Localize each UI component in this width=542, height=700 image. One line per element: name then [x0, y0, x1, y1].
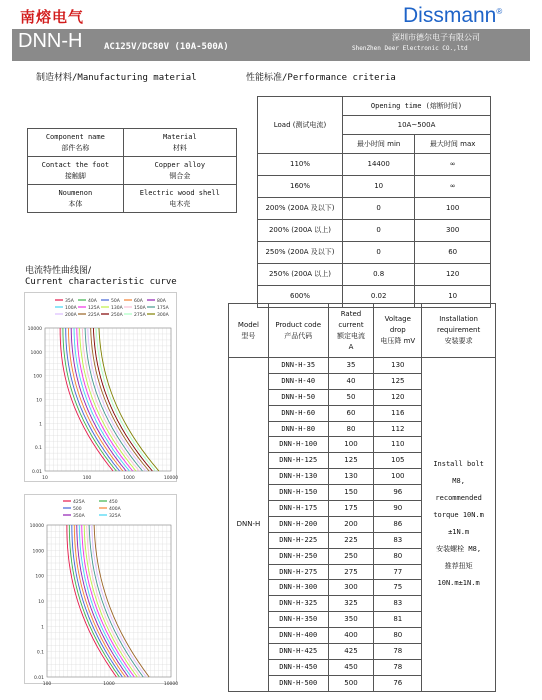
rated-current-cell: 225 [328, 532, 374, 548]
legend-label: 425A [73, 500, 85, 505]
performance-table [257, 96, 491, 308]
voltage-drop-cell: 78 [374, 644, 422, 660]
product-code-cell: DNN-H-400 [268, 628, 328, 644]
voltage-drop-cell: 83 [374, 596, 422, 612]
x-tick-label: 10000 [163, 682, 178, 685]
legend-label: 200A [65, 313, 77, 318]
voltage-drop-cell: 96 [374, 485, 422, 501]
voltage-drop-cell: 120 [374, 389, 422, 405]
product-code-header: Product code 产品代码 [268, 304, 328, 358]
voltage-drop-cell: 75 [374, 580, 422, 596]
legend-label: 130A [111, 306, 123, 311]
product-code-cell: DNN-H-80 [268, 421, 328, 437]
product-code-cell: DNN-H-60 [268, 405, 328, 421]
characteristic-chart-2 [24, 494, 177, 684]
material-cell: Copper alloy 铜合金 [123, 157, 236, 185]
product-code-cell: DNN-H-130 [268, 469, 328, 485]
legend-label: 325A [109, 514, 121, 519]
rated-current-cell: 425 [328, 644, 374, 660]
y-tick-label: 100 [35, 574, 44, 580]
electrical-table [228, 303, 496, 692]
legend-label: 225A [88, 313, 100, 318]
rated-current-cell: 350 [328, 612, 374, 628]
voltage-drop-cell: 78 [374, 659, 422, 675]
material-section-title: 制造材料/Manufacturing material [36, 73, 197, 83]
product-code-cell: DNN-H-325 [268, 596, 328, 612]
rated-current-cell: 275 [328, 564, 374, 580]
legend-label: 300A [157, 313, 169, 318]
y-tick-label: 1 [39, 422, 42, 428]
voltage-drop-cell: 77 [374, 564, 422, 580]
table-row: 250% (200A 以上) 0.8 120 [258, 264, 491, 286]
rated-current-cell: 325 [328, 596, 374, 612]
legend-label: 275A [134, 313, 146, 318]
voltage-drop-cell: 110 [374, 437, 422, 453]
legend-label: 80A [157, 299, 166, 304]
voltage-drop-header: Voltage drop 电压降 mV [374, 304, 422, 358]
rated-current-header: Rated current 额定电流 A [328, 304, 374, 358]
range-header: 10A~500A [343, 116, 491, 135]
brand-logo [403, 4, 502, 28]
rated-current-cell: 150 [328, 485, 374, 501]
rated-current-cell: 130 [328, 469, 374, 485]
legend-label: 350A [73, 514, 85, 519]
curve-title-en: Current characteristic curve [25, 277, 177, 287]
product-code-cell: DNN-H-150 [268, 485, 328, 501]
product-code-cell: DNN-H-250 [268, 548, 328, 564]
rated-current-cell: 35 [328, 358, 374, 374]
material-cell: Contact the foot 接触脚 [28, 157, 124, 185]
legend-label: 500 [73, 507, 82, 512]
installation-line: ±1N.m [448, 528, 470, 537]
x-tick-label: 100 [42, 682, 52, 685]
legend-label: 450 [109, 500, 118, 505]
voltage-drop-cell: 86 [374, 516, 422, 532]
voltage-drop-cell: 80 [374, 548, 422, 564]
legend-label: 175A [157, 306, 169, 311]
table-row: 200% (200A 及以下) 0 100 [258, 198, 491, 220]
table-row: 110% 14400 ∞ [258, 154, 491, 176]
product-code-cell: DNN-H-425 [268, 644, 328, 660]
x-tick-label: 1000 [103, 682, 115, 685]
installation-header: Installation requirement 安装要求 [422, 304, 496, 358]
installation-cell [422, 358, 496, 692]
y-tick-label: 1 [41, 625, 44, 631]
model-header: Model 型号 [229, 304, 269, 358]
rated-current-cell: 100 [328, 437, 374, 453]
product-code-cell: DNN-H-200 [268, 516, 328, 532]
product-code-cell: DNN-H-450 [268, 659, 328, 675]
voltage-drop-cell: 90 [374, 501, 422, 517]
product-code-cell: DNN-H-175 [268, 501, 328, 517]
legend-label: 125A [88, 306, 100, 311]
brand-name-cn: 南熔电气 [20, 8, 85, 26]
rated-current-cell: 200 [328, 516, 374, 532]
installation-line: M8, [452, 477, 465, 486]
rated-current-cell: 250 [328, 548, 374, 564]
voltage-drop-cell: 80 [374, 628, 422, 644]
legend-label: 50A [111, 299, 120, 304]
voltage-drop-cell: 105 [374, 453, 422, 469]
y-tick-label: 1000 [30, 350, 42, 356]
company-name-cn: 深圳市德尔电子有限公司 [392, 33, 480, 42]
y-tick-label: 100 [33, 374, 42, 380]
y-tick-label: 10000 [27, 327, 42, 332]
x-tick-label: 10000 [163, 476, 178, 481]
material-cell: Noumenon 本体 [28, 185, 124, 213]
installation-line: torque 10N.m [433, 511, 484, 520]
characteristic-chart-1 [24, 292, 177, 482]
voltage-drop-cell: 76 [374, 675, 422, 691]
y-tick-label: 0.01 [33, 676, 44, 681]
opening-time-header: Opening time (熔断时间) [343, 97, 491, 116]
product-code-cell: DNN-H-275 [268, 564, 328, 580]
product-code-cell: DNN-H-35 [268, 358, 328, 374]
installation-line: 10N.m±1N.m [437, 579, 480, 588]
table-row [229, 358, 496, 374]
product-code-cell: DNN-H-100 [268, 437, 328, 453]
rated-current-cell: 40 [328, 373, 374, 389]
table-row: 250% (200A 及以下) 0 60 [258, 242, 491, 264]
legend-label: 60A [134, 299, 143, 304]
x-tick-label: 100 [82, 476, 92, 481]
product-code-cell: DNN-H-500 [268, 675, 328, 691]
rated-current-cell: 300 [328, 580, 374, 596]
product-name: DNN-H [18, 30, 83, 52]
curve-title-cn: 电流特性曲线图/ [25, 266, 92, 276]
material-table [27, 128, 237, 213]
product-code-cell: DNN-H-225 [268, 532, 328, 548]
y-tick-label: 10 [38, 600, 44, 605]
rated-current-cell: 450 [328, 659, 374, 675]
rated-current-cell: 80 [328, 421, 374, 437]
registered-mark: ® [496, 7, 503, 16]
product-code-cell: DNN-H-125 [268, 453, 328, 469]
rated-current-cell: 400 [328, 628, 374, 644]
min-time-header: 最小时间 min [343, 135, 415, 154]
y-tick-label: 0.1 [34, 446, 42, 452]
voltage-drop-cell: 125 [374, 373, 422, 389]
voltage-drop-cell: 83 [374, 532, 422, 548]
installation-line: 安装螺栓 M8, [436, 545, 482, 554]
installation-line: 推荐扭矩 [444, 562, 473, 571]
rated-current-cell: 500 [328, 675, 374, 691]
legend-label: 400A [109, 507, 121, 512]
material-cell: Electric wood shell 电木壳 [123, 185, 236, 213]
y-tick-label: 0.1 [36, 650, 44, 656]
max-time-header: 最大时间 max [415, 135, 491, 154]
rated-current-cell: 175 [328, 501, 374, 517]
voltage-drop-cell: 100 [374, 469, 422, 485]
x-tick-label: 1000 [123, 476, 135, 481]
company-name-en: ShenZhen Deer Electronic CO.,ltd [352, 45, 468, 52]
voltage-drop-cell: 81 [374, 612, 422, 628]
legend-label: 100A [65, 306, 77, 311]
product-code-cell: DNN-H-350 [268, 612, 328, 628]
y-tick-label: 1000 [32, 549, 44, 555]
rated-current-cell: 125 [328, 453, 374, 469]
legend-label: 40A [88, 299, 97, 304]
voltage-drop-cell: 116 [374, 405, 422, 421]
legend-label: 250A [111, 313, 123, 318]
installation-line: recommended [435, 494, 482, 503]
product-code-cell: DNN-H-40 [268, 373, 328, 389]
voltage-drop-cell: 130 [374, 358, 422, 374]
table-row: 160% 10 ∞ [258, 176, 491, 198]
legend-label: 150A [134, 306, 146, 311]
y-tick-label: 10 [36, 398, 42, 404]
rated-current-cell: 60 [328, 405, 374, 421]
x-tick-label: 10 [42, 476, 48, 481]
load-header: Load (测试电流) [258, 97, 343, 154]
table-row: 200% (200A 以上) 0 300 [258, 220, 491, 242]
product-code-cell: DNN-H-50 [268, 389, 328, 405]
y-tick-label: 10000 [29, 524, 44, 529]
model-cell: DNN-H [229, 358, 269, 692]
material-header-component: Component name 部件名称 [28, 129, 124, 157]
voltage-drop-cell: 112 [374, 421, 422, 437]
table-row: 600% 0.02 10 [258, 286, 491, 308]
product-spec: AC125V/DC80V (10A-500A) [104, 42, 229, 52]
characteristic-chart-1-svg [25, 293, 178, 483]
product-code-cell: DNN-H-300 [268, 580, 328, 596]
performance-section-title: 性能标准/Performance criteria [246, 73, 396, 83]
installation-line: Install bolt [433, 460, 484, 469]
material-header-material: Material 材料 [123, 129, 236, 157]
brand-name-en: Dissmann [403, 4, 497, 27]
legend-label: 35A [65, 299, 74, 304]
characteristic-chart-2-svg [25, 495, 178, 685]
y-tick-label: 0.01 [31, 470, 42, 475]
rated-current-cell: 50 [328, 389, 374, 405]
